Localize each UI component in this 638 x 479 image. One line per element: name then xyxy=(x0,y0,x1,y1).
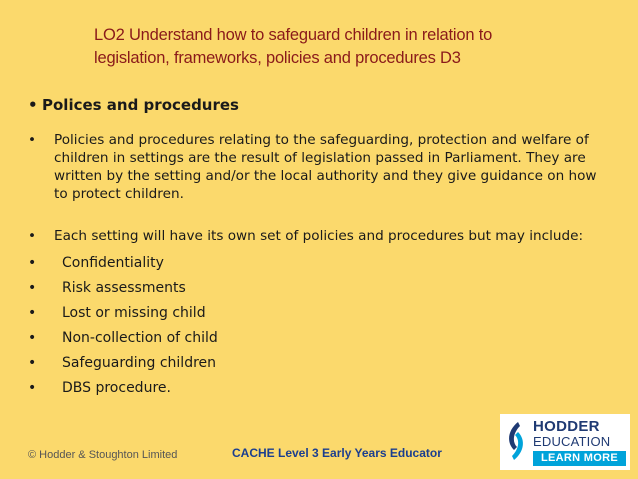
bullet: • xyxy=(28,355,37,371)
learn-more-button[interactable]: LEARN MORE xyxy=(533,451,626,466)
list-item-text: Non-collection of child xyxy=(62,330,218,346)
slide-title-line-1: LO2 Understand how to safeguard children in relation to xyxy=(94,26,493,44)
procedure-list xyxy=(28,251,608,401)
list-item xyxy=(28,376,608,401)
logo-wordmark-line-1: HODDER xyxy=(533,418,600,435)
list-item-text: DBS procedure. xyxy=(62,380,171,396)
bullet: • xyxy=(28,96,38,114)
slide-title-line-2: legislation, frameworks, policies and procedures D3 xyxy=(94,49,461,67)
bullet: • xyxy=(28,228,37,244)
list-item-text: Risk assessments xyxy=(62,280,186,296)
course-name: CACHE Level 3 Early Years Educator xyxy=(232,446,442,460)
bullet: • xyxy=(28,255,37,271)
paragraph-1 xyxy=(28,131,608,203)
paragraph-2 xyxy=(28,227,608,245)
list-item xyxy=(28,351,608,376)
bullet: • xyxy=(28,280,37,296)
bullet: • xyxy=(28,330,37,346)
copyright-notice: © Hodder & Stoughton Limited xyxy=(28,449,178,461)
list-item xyxy=(28,301,608,326)
content-list xyxy=(28,131,608,401)
bullet: • xyxy=(28,380,37,396)
list-item xyxy=(28,276,608,301)
hodder-education-logo[interactable] xyxy=(500,414,630,470)
section-heading-text: Polices and procedures xyxy=(42,96,239,114)
list-item-text: Safeguarding children xyxy=(62,355,217,371)
slide-title xyxy=(94,24,594,70)
paragraph-1-text: Policies and procedures relating to the safeguarding, protection and welfare of children in settings are the result of legislation passed in Parliament. They are written by the setting and/or the local authority and they give guidance on how to protect children. xyxy=(54,132,597,202)
bullet: • xyxy=(28,305,37,321)
list-item xyxy=(28,326,608,351)
list-item-text: Lost or missing child xyxy=(62,305,206,321)
hodder-mark-icon xyxy=(504,420,528,462)
bullet: • xyxy=(28,132,37,148)
list-item-text: Confidentiality xyxy=(62,255,164,271)
list-item xyxy=(28,251,608,276)
section-heading xyxy=(28,96,239,114)
logo-wordmark-line-2: EDUCATION xyxy=(533,434,611,449)
paragraph-2-text: Each setting will have its own set of policies and procedures but may include: xyxy=(54,228,584,244)
